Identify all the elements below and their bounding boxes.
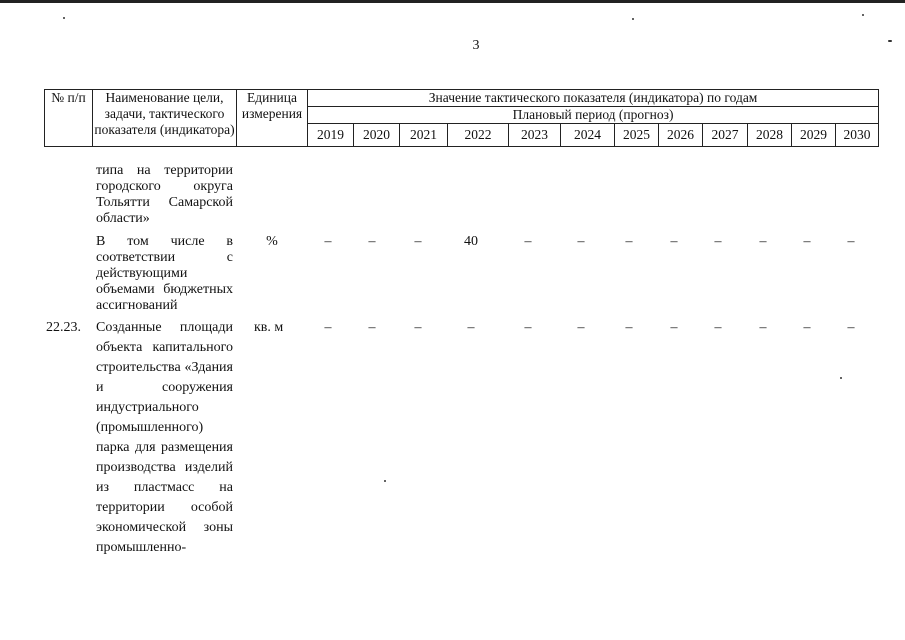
scan-speck (63, 17, 65, 19)
year-value: – (368, 320, 376, 335)
year-value: – (414, 234, 422, 249)
year-value: – (368, 234, 376, 249)
year-header: 2022 (448, 124, 509, 147)
row-continuation-name: типа на территории городского округа Тольятти Самарской области» (96, 163, 233, 226)
row-budget-name: В том числе в соответствии с действующими объемами бюджетных ассигнований (96, 234, 233, 313)
year-value: – (577, 320, 585, 335)
year-value: – (670, 234, 678, 249)
year-header: 2028 (748, 124, 792, 147)
year-value: – (324, 234, 332, 249)
year-value: – (524, 234, 532, 249)
year-value: – (467, 320, 475, 335)
year-value: – (625, 320, 633, 335)
year-header: 2027 (703, 124, 748, 147)
row-22-23-name: Созданные площади объекта капитального строительства «Здания и сооружения индустриального (промышленного) парка для размещения производства изделий из пластмасс на территории особой экономической зоны промышленно- (96, 320, 233, 555)
year-value: – (670, 320, 678, 335)
scan-speck (862, 14, 864, 16)
col-unit: Единица измерения (237, 90, 308, 147)
scan-speck (888, 40, 892, 42)
year-header: 2030 (836, 124, 879, 147)
row-budget-unit: % (266, 234, 278, 249)
year-header: 2019 (308, 124, 354, 147)
col-value-title: Значение тактического показателя (индикатора) по годам (308, 90, 879, 107)
year-value: – (847, 234, 855, 249)
year-value: – (324, 320, 332, 335)
col-period: Плановый период (прогноз) (308, 107, 879, 124)
year-header: 2029 (792, 124, 836, 147)
page-number: 3 (472, 38, 480, 53)
year-header: 2023 (509, 124, 561, 147)
year-value: – (524, 320, 532, 335)
year-value: – (759, 320, 767, 335)
year-value: – (803, 320, 811, 335)
year-header: 2026 (659, 124, 703, 147)
scan-speck (632, 18, 634, 20)
col-name: Наименование цели, задачи, тактического показателя (индикатора) (93, 90, 237, 147)
col-number: № п/п (45, 90, 93, 147)
year-value: – (625, 234, 633, 249)
page-top-edge (0, 0, 905, 3)
year-value: – (759, 234, 767, 249)
row-22-23-number: 22.23. (46, 320, 81, 335)
year-value: – (803, 234, 811, 249)
year-header: 2024 (561, 124, 615, 147)
year-value: 40 (464, 234, 478, 249)
row-22-23-unit: кв. м (254, 320, 284, 335)
indicator-table-header (44, 89, 879, 147)
year-value: – (714, 320, 722, 335)
year-value: – (714, 234, 722, 249)
year-header: 2025 (615, 124, 659, 147)
scan-speck (384, 480, 386, 482)
scan-speck (840, 377, 842, 379)
year-value: – (847, 320, 855, 335)
year-value: – (414, 320, 422, 335)
year-header: 2021 (400, 124, 448, 147)
year-value: – (577, 234, 585, 249)
year-header: 2020 (354, 124, 400, 147)
